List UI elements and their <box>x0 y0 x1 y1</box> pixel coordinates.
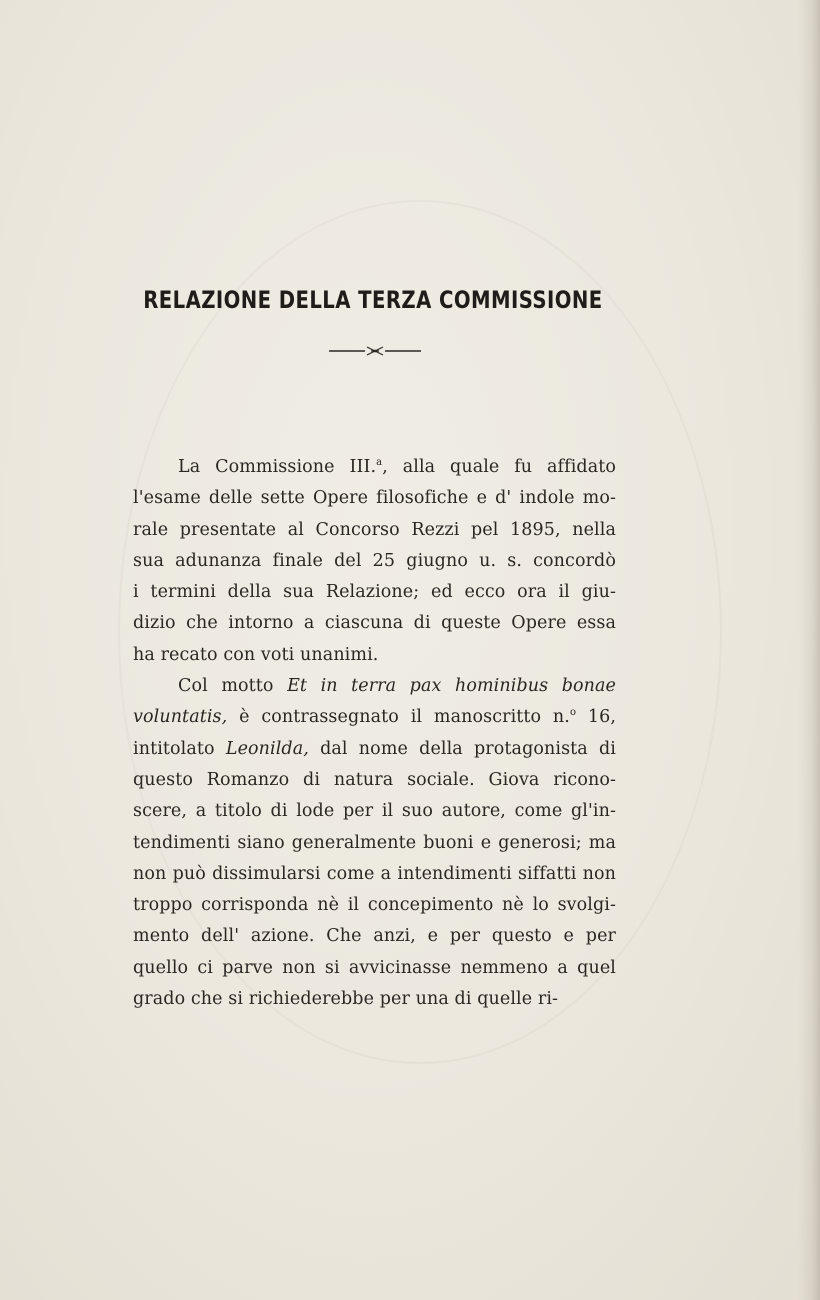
text-line <box>133 577 616 608</box>
text-run: mento dell' azione. Che anzi, e per questo e per <box>133 926 616 947</box>
italic-text: Et in terra pax hominibus bonae <box>287 676 617 697</box>
text-run: intitolato <box>133 738 226 759</box>
text-run: quello ci parve non si avvicinasse nemmeno a quel <box>133 957 616 978</box>
text-line <box>133 640 616 671</box>
text-line <box>133 483 616 514</box>
text-line <box>133 671 616 702</box>
text-line <box>133 859 616 890</box>
text-run: Col motto <box>178 676 288 697</box>
text-run: scere, a titolo di lode per il suo autore, come gl'in- <box>133 801 616 822</box>
text-run: grado che si richiederebbe per una di quelle ri- <box>133 989 559 1010</box>
text-line <box>133 984 616 1015</box>
text-run: tendimenti siano generalmente buoni e generosi; ma <box>133 832 616 853</box>
paragraph <box>133 671 616 1015</box>
text-line <box>133 828 616 859</box>
text-line <box>133 765 616 796</box>
text-run: dal nome della protagonista di <box>308 738 616 759</box>
text-line <box>133 515 616 546</box>
text-line <box>133 702 616 733</box>
italic-text: Leonilda, <box>225 738 309 759</box>
text-run: non può dissimularsi come a intendimenti siffatti non <box>133 863 616 884</box>
ornament-divider-icon <box>329 345 421 357</box>
text-line <box>133 921 616 952</box>
superscript: o <box>569 707 577 719</box>
text-run: troppo corrisponda nè il concepimento nè lo svolgi- <box>133 895 616 916</box>
text-run: ha recato con voti unanimi. <box>133 644 379 665</box>
text-run: i termini della sua Relazione; ed ecco ora il giu- <box>133 582 616 603</box>
text-run: sua adunanza finale del 25 giugno u. s. concordò <box>133 550 616 571</box>
text-run: La Commissione III. <box>178 457 377 477</box>
italic-text: voluntatis, <box>133 707 228 728</box>
text-line <box>133 608 616 639</box>
text-line <box>133 953 616 984</box>
text-run: 16, <box>576 707 616 728</box>
text-line <box>133 546 616 577</box>
body-text <box>133 452 616 1015</box>
superscript: a <box>376 457 383 469</box>
page-heading: RELAZIONE DELLA TERZA COMMISSIONE <box>143 286 603 314</box>
text-line <box>133 890 616 921</box>
text-line <box>133 796 616 827</box>
text-line <box>133 734 616 765</box>
text-run: è contrassegnato il manoscritto n. <box>227 707 570 728</box>
text-run: dizio che intorno a ciascuna di queste Opere essa <box>133 613 616 634</box>
text-run: questo Romanzo di natura sociale. Giova ricono- <box>133 769 616 790</box>
page-edge-shadow <box>798 0 820 1300</box>
text-run: l'esame delle sette Opere filosofiche e d' indole mo- <box>133 488 616 509</box>
paragraph <box>133 452 616 671</box>
text-run: , alla quale fu affidato <box>382 457 616 477</box>
text-run: rale presentate al Concorso Rezzi pel 1895, nella <box>133 519 616 540</box>
text-line <box>133 452 616 483</box>
